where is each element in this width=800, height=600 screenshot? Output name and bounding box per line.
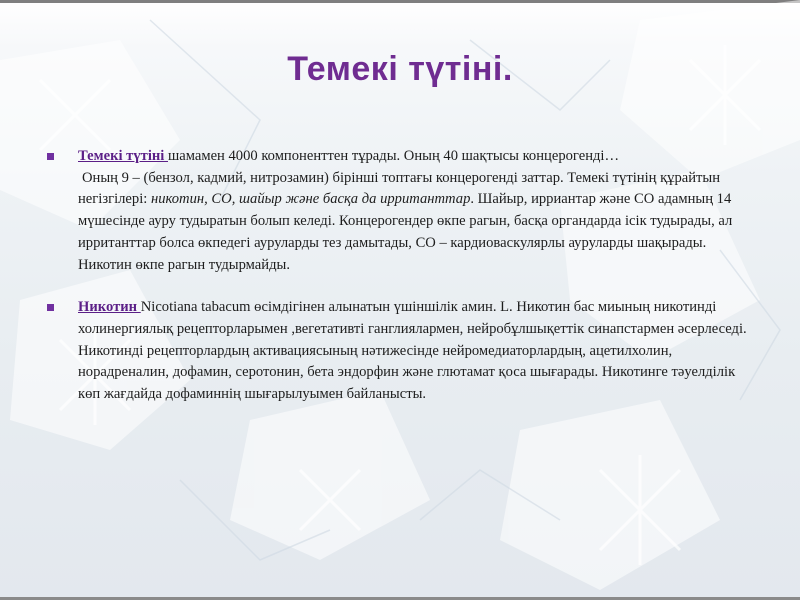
slide-body xyxy=(78,146,750,406)
paragraph-text: шамамен 4000 компоненттен тұрады. Оның 40 шақтысы концерогенді… xyxy=(168,148,620,164)
term-nicotine: Никотин xyxy=(78,299,141,316)
italic-components: никотин, СО, шайыр және басқа да ирританттар xyxy=(150,191,471,208)
spacer xyxy=(78,276,750,297)
bullet-icon xyxy=(47,153,54,160)
paragraph-carcinogens xyxy=(78,168,750,277)
paragraph-text: . Шайыр, ирриантар және СО адамның 14 мүшесінде ауру тудыратын болып келеді. Концерогендер өкпе рагын, басқа органдарда ісік тудырады, ал ирританттар болса өкпедегі ауруларды тез дамытады, СО – кардиоваскулярлы ауруларды шақырады. Никотин өкпе рагын тудырмайды. xyxy=(78,191,733,273)
slide-title: Темекі түтіні. xyxy=(287,50,513,88)
paragraph-nicotine xyxy=(78,297,750,406)
term-tobacco-smoke: Темекі түтіні xyxy=(78,148,168,164)
paragraph-text: Nicotiana tabacum өсімдігінен алынатын үшіншілік амин. L. Никотин бас миының никотинді холинергиялық рецепторларымен ,вегетативті ганглиялармен, нейробұлшықеттік синапстармен әсерлеседі. Никотинді рецепторлардың активациясының нәтижесінде нейромедиаторлардың, ацетилхолин, норадреналин, дофамин, серотонин, бета эндорфин және глютамат қоса шығарады. Никотинге тәуелділік көп жағдайда дофаминнің шығарылуымен байланысты. xyxy=(78,299,747,403)
paragraph-tobacco-smoke xyxy=(78,146,750,168)
bullet-icon xyxy=(47,304,54,311)
paragraph-text: Оның 9 – (бензол, кадмий, нитрозамин) бірінші топтағы концерогенді заттар. Темекі түтінің құрайтын негізгілері: xyxy=(78,169,721,208)
